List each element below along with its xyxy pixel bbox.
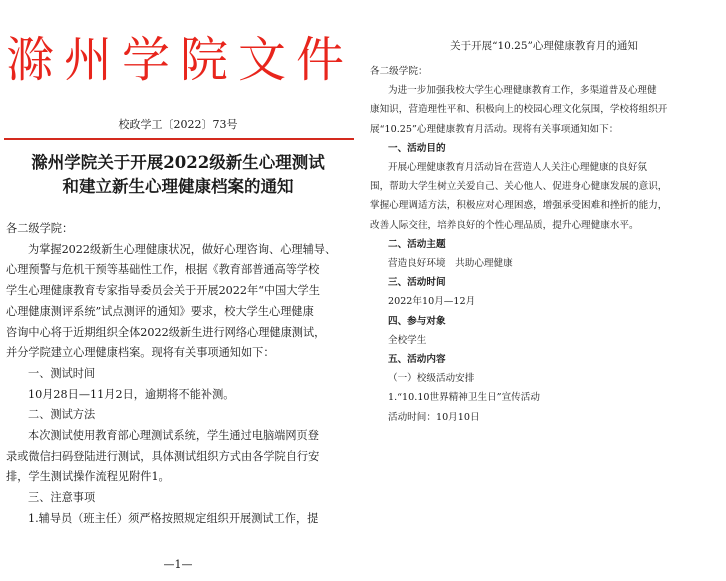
title-line: 和建立新生心理健康档案的通知 <box>62 177 294 196</box>
title-line: 滁州学院关于开展2022级新生心理测试 <box>31 153 325 172</box>
section-heading: 二、活动主题 <box>388 238 446 250</box>
body-line: 咨询中心将于近期组织全体2022级新生进行网络心理健康测试， <box>6 325 326 339</box>
body-line: 并分学院建立心理健康档案。现将有关事项通知如下： <box>6 346 275 360</box>
intro-line: 展“10.25”心理健康教育月活动。现将有关事项通知如下： <box>370 123 619 135</box>
section-line: 围，帮助大学生树立关爱自己、关心他人、促进身心健康发展的意识， <box>370 181 668 193</box>
salutation: 各二级学院： <box>6 222 74 235</box>
salutation: 各二级学院： <box>370 66 428 77</box>
section-heading: 一、测试时间 <box>28 366 96 380</box>
red-rule <box>4 138 354 140</box>
section-line: 本次测试使用教育部心理测试系统，学生通过电脑端网页登 <box>28 429 319 443</box>
section-line: 活动时间：10月10日 <box>388 411 480 423</box>
left-body <box>6 219 356 530</box>
section-heading: 三、活动时间 <box>388 277 446 289</box>
intro-line: 为进一步加强我校大学生心理健康教育工作，多渠道普及心理健 <box>388 85 657 97</box>
right-page <box>366 0 722 581</box>
section-line: 排，学生测试操作流程见附件1。 <box>6 470 170 484</box>
section-line: 2022年10月—12月 <box>388 296 476 308</box>
right-title: 关于开展“10.25”心理健康教育月的通知 <box>450 40 638 52</box>
section-heading: 一、活动目的 <box>388 142 446 154</box>
doc-title <box>0 151 356 199</box>
section-heading: 四、参与对象 <box>388 315 446 327</box>
section-line: 改善人际交往，培养良好的个性心理品质，提升心理健康水平。 <box>370 219 639 231</box>
section-line: 开展心理健康教育月活动旨在营造人人关注心理健康的良好氛 <box>388 162 648 174</box>
body-line: 学生心理健康教育专家指导委员会关于开展2022年“中国大学生 <box>6 284 320 298</box>
body-line: 为掌握2022级新生心理健康状况，做好心理咨询、心理辅导、 <box>28 242 337 256</box>
left-page <box>0 0 360 581</box>
section-heading: 五、活动内容 <box>388 354 446 366</box>
section-line: 全校学生 <box>388 334 427 346</box>
section-heading: 三、注意事项 <box>28 491 96 505</box>
section-line: 1.“10.10世界精神卫生日”宣传活动 <box>388 392 540 404</box>
intro-line: 康知识，营造理性平和、积极向上的校园心理文化氛围，学校将组织开 <box>370 104 668 116</box>
section-line: （一）校级活动安排 <box>388 373 475 385</box>
body-line: 心理预警与危机干预等基础性工作，根据《教育部普通高等学校 <box>6 263 320 277</box>
section-line: 录或微信扫码登陆进行测试，具体测试组织方式由各学院自行安 <box>6 449 320 463</box>
section-line: 营造良好环境 共助心理健康 <box>388 258 513 270</box>
section-line: 10月28日—11月2日，逾期将不能补测。 <box>28 387 235 401</box>
page-number: —1— <box>163 558 193 571</box>
section-heading: 二、测试方法 <box>28 408 96 422</box>
body-line: 心理健康测评系统”试点测评的通知》要求，校大学生心理健康 <box>6 304 314 318</box>
section-line: 掌握心理调适方法，积极应对心理困惑，增强承受困难和挫折的能力， <box>370 200 668 212</box>
masthead: 滁州学院文件 <box>6 32 355 88</box>
doc-number: 校政学工〔2022〕73号 <box>118 118 238 131</box>
right-body <box>370 62 720 427</box>
section-line: 1.辅导员（班主任）须严格按照规定组织开展测试工作，提 <box>28 511 319 525</box>
